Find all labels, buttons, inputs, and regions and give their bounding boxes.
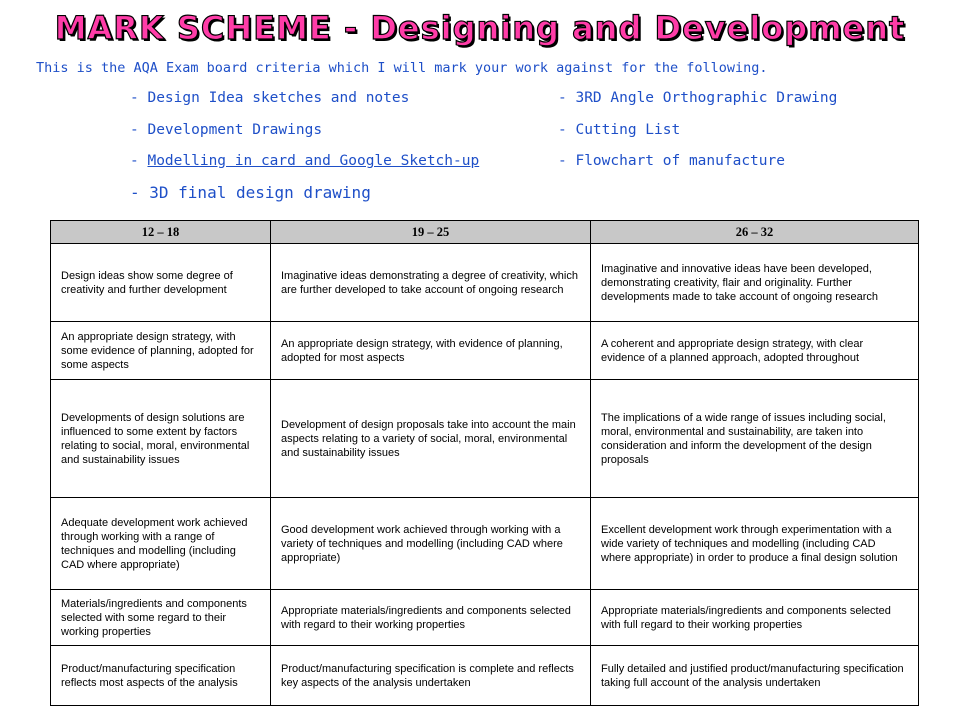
table-row <box>51 244 919 322</box>
page-title: MARK SCHEME - Designing and Development <box>54 9 906 47</box>
table-header-row <box>51 221 919 244</box>
table-cell: An appropriate design strategy, with some evidence of planning, adopted for some aspects <box>51 322 271 380</box>
table-row <box>51 498 919 590</box>
criteria-modelling <box>130 151 479 171</box>
mark-scheme-table <box>50 220 919 706</box>
criteria-development-drawings: - Development Drawings <box>130 122 323 138</box>
table-cell: Adequate development work achieved through working with a range of techniques and modelling (including CAD where appropriate) <box>51 498 271 590</box>
criteria-orthographic-drawing: - 3RD Angle Orthographic Drawing <box>558 90 838 106</box>
table-cell: Product/manufacturing specification reflects most aspects of the analysis <box>51 646 271 706</box>
table-cell: Design ideas show some degree of creativity and further development <box>51 244 271 322</box>
table-cell: A coherent and appropriate design strategy, with clear evidence of a planned approach, adopted throughout <box>591 322 919 380</box>
criteria-flowchart: - Flowchart of manufacture <box>558 153 785 169</box>
criteria-cutting-list: - Cutting List <box>558 122 681 138</box>
criteria-design-ideas: - Design Idea sketches and notes <box>130 90 410 106</box>
table-cell: Appropriate materials/ingredients and components selected with full regard to their working properties <box>591 590 919 646</box>
header-band-26-32: 26 – 32 <box>591 221 919 244</box>
table-cell: Developments of design solutions are influenced to some extent by factors relating to social, moral, environmental and sustainability issues <box>51 380 271 498</box>
table-cell: Fully detailed and justified product/manufacturing specification taking full account of the analysis undertaken <box>591 646 919 706</box>
intro-text: This is the AQA Exam board criteria which I will mark your work against for the following. <box>36 60 768 76</box>
header-band-19-25: 19 – 25 <box>271 221 591 244</box>
table-cell: Good development work achieved through working with a variety of techniques and modelling (including CAD where appropriate) <box>271 498 591 590</box>
table-cell: An appropriate design strategy, with evidence of planning, adopted for most aspects <box>271 322 591 380</box>
table-row <box>51 646 919 706</box>
table-cell: Imaginative ideas demonstrating a degree of creativity, which are further developed to take account of ongoing research <box>271 244 591 322</box>
table-row <box>51 322 919 380</box>
header-band-12-18: 12 – 18 <box>51 221 271 244</box>
table-cell: Materials/ingredients and components selected with some regard to their working properties <box>51 590 271 646</box>
modelling-link[interactable]: Modelling in card and Google Sketch-up <box>147 153 480 169</box>
criteria-3d-final-drawing: - 3D final design drawing <box>130 183 371 202</box>
table-cell: Development of design proposals take into account the main aspects relating to a variety of social, moral, environmental and sustainability issues <box>271 380 591 498</box>
criteria-modelling-dash: - <box>130 153 148 169</box>
table-cell: Excellent development work through experimentation with a wide variety of techniques and modelling (including CAD where appropriate) in order to produce a final design solution <box>591 498 919 590</box>
table-cell: Appropriate materials/ingredients and components selected with regard to their working properties <box>271 590 591 646</box>
table-row <box>51 380 919 498</box>
table-cell: Imaginative and innovative ideas have been developed, demonstrating creativity, flair and originality. Further developments made to take account of ongoing research <box>591 244 919 322</box>
table-row <box>51 590 919 646</box>
table-cell: Product/manufacturing specification is complete and reflects key aspects of the analysis undertaken <box>271 646 591 706</box>
table-cell: The implications of a wide range of issues including social, moral, environmental and sustainability, are taken into consideration and inform the development of the design proposals <box>591 380 919 498</box>
